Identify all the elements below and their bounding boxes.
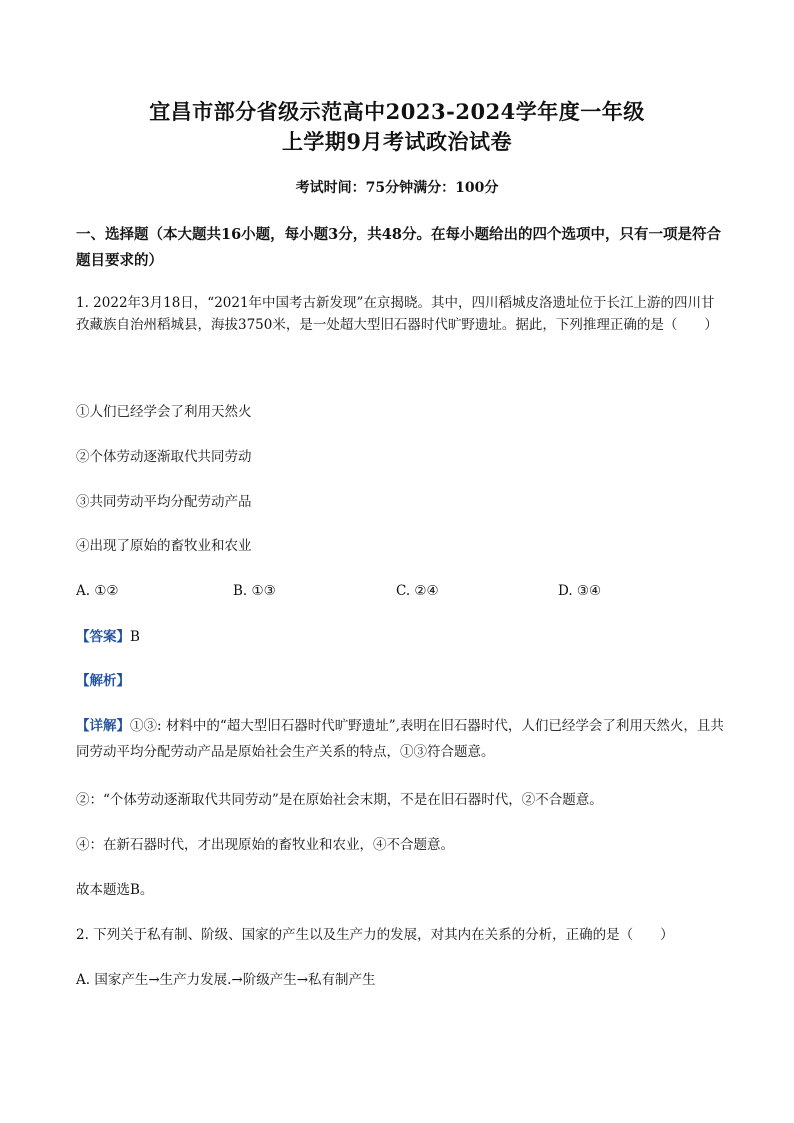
statement-4: ④出现了原始的畜牧业和农业 — [76, 538, 252, 554]
analysis-line — [76, 671, 726, 691]
answer-line — [76, 627, 726, 647]
exam-title-line2: 上学期9月考试政治试卷 — [281, 129, 513, 154]
statement-1: ①人们已经学会了利用天然火 — [76, 404, 252, 420]
detail-paragraph-1 — [76, 713, 726, 765]
section-heading: 一、选择题（本大题共16小题，每小题3分，共48分。在每小题给出的四个选项中，只有一项是符合题目要求的） — [76, 226, 721, 269]
option-a: A. ①② — [76, 583, 119, 599]
detail-paragraph-2: ②：“个体劳动逐渐取代共同劳动”是在原始社会末期，不是在旧石器时代，②不合题意。 — [76, 792, 603, 808]
option-d: D. ③④ — [558, 583, 602, 599]
detail-tag: 【详解】 — [76, 718, 130, 734]
question-1-stem: 1. 2022年3月18日，“2021年中国考古新发现”在京揭晓。其中，四川稻城皮洛遗址位于长江上游的四川甘孜藏族自治州稻城县，海拔3750米，是一处超大型旧石器时代旷野遗址。据此，下列推理正确的是（ ） — [76, 295, 718, 333]
statement-2: ②个体劳动逐渐取代共同劳动 — [76, 449, 252, 465]
option-c: C. ②④ — [396, 583, 439, 599]
answer-value: B — [130, 629, 140, 645]
option-b: B. ①③ — [233, 583, 276, 599]
detail-paragraph-3: ④：在新石器时代，才出现原始的畜牧业和农业，④不合题意。 — [76, 837, 454, 853]
analysis-tag: 【解析】 — [76, 673, 130, 689]
detail-text-1: ①③: 材料中的“超大型旧石器时代旷野遗址”,表明在旧石器时代，人们已经学会了利用天然火，且共同劳动平均分配劳动产品是原始社会生产关系的特点，①③符合题意。 — [76, 718, 724, 760]
answer-tag: 【答案】 — [76, 629, 130, 645]
exam-title-line1: 宜昌市部分省级示范高中2023-2024学年度一年级 — [149, 99, 645, 124]
conclusion: 故本题选B。 — [76, 882, 154, 898]
statement-3: ③共同劳动平均分配劳动产品 — [76, 494, 252, 510]
question-2-option-a: A. 国家产生→生产力发展.→阶级产生→私有制产生 — [76, 972, 376, 988]
question-2-stem: 2. 下列关于私有制、阶级、国家的产生以及生产力的发展，对其内在关系的分析，正确的是（ ） — [76, 927, 674, 943]
exam-info: 考试时间：75分钟满分：100分 — [295, 180, 499, 196]
